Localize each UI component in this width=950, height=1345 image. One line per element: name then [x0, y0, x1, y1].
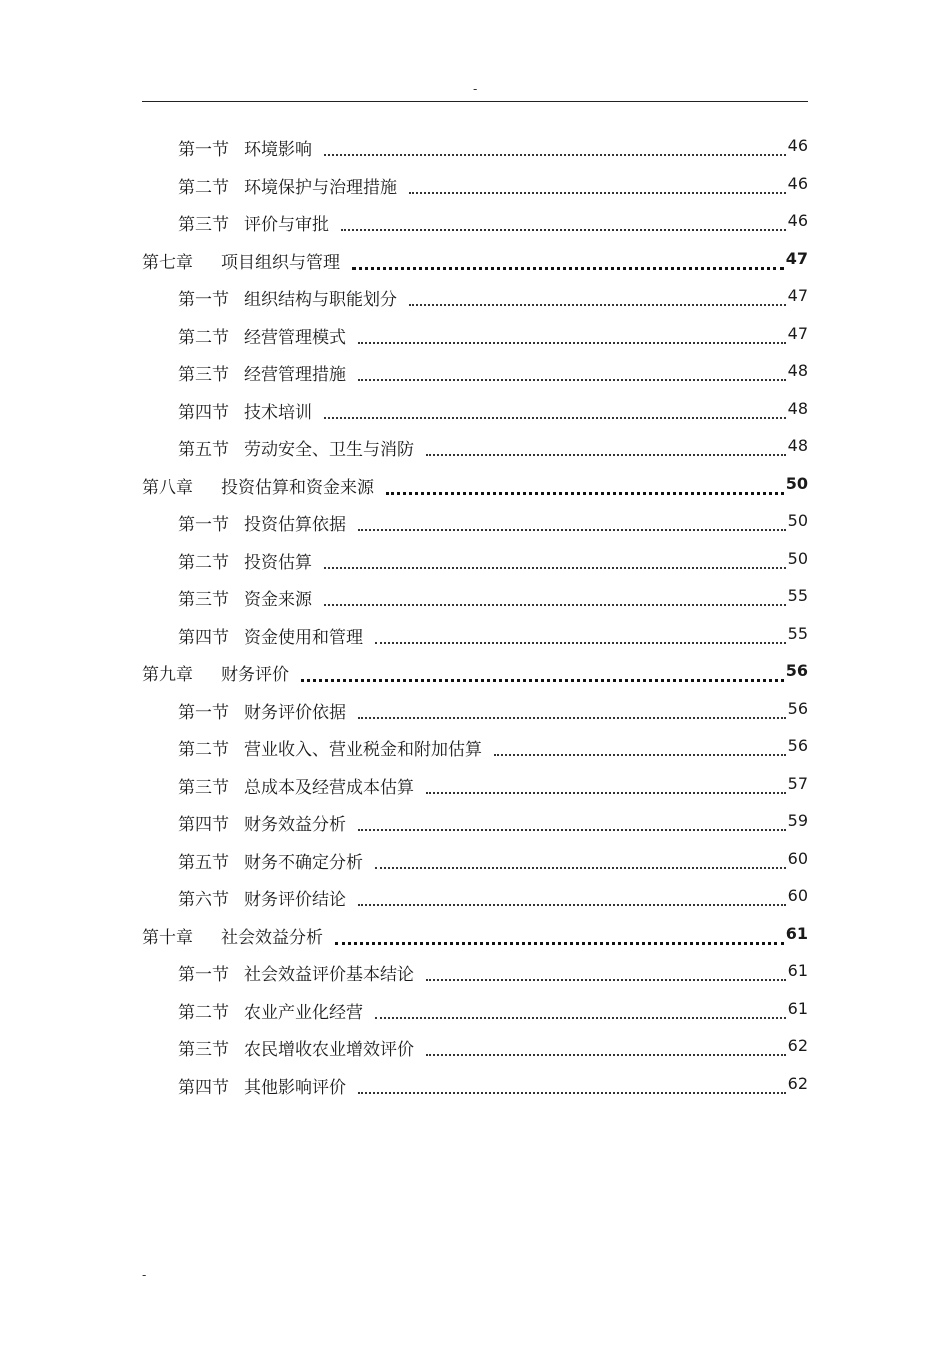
- toc-entry-number: 第四节: [178, 1077, 229, 1098]
- toc-section-row[interactable]: [0, 840, 950, 878]
- toc-entry-title: 农民增收农业增效评价: [244, 1040, 414, 1060]
- toc-section-row[interactable]: [0, 577, 950, 615]
- toc-page-number: 47: [787, 323, 808, 343]
- toc-section-row[interactable]: [0, 990, 950, 1028]
- toc-section-row[interactable]: [0, 802, 950, 840]
- toc-entry-title: 资金来源: [244, 590, 312, 610]
- toc-chapter-row[interactable]: [0, 240, 950, 278]
- toc-entry-title: 财务评价结论: [244, 890, 346, 910]
- toc-section-row[interactable]: [0, 1027, 950, 1065]
- toc-entry-title: 经营管理模式: [244, 327, 346, 348]
- table-of-contents: [0, 127, 950, 1102]
- toc-dot-leader: [409, 304, 786, 306]
- toc-section-row[interactable]: [0, 502, 950, 540]
- toc-section-row[interactable]: [0, 390, 950, 428]
- toc-page-number: 48: [787, 398, 808, 418]
- toc-dot-leader: [352, 267, 784, 270]
- toc-entry-title: 经营管理措施: [244, 365, 346, 385]
- toc-chapter-row[interactable]: [0, 915, 950, 953]
- toc-dot-leader: [375, 642, 786, 644]
- toc-dot-leader: [375, 1017, 786, 1019]
- toc-page-number: 60: [787, 886, 808, 905]
- toc-entry-title: 财务评价: [221, 665, 289, 685]
- header-mark: -: [473, 82, 478, 96]
- toc-entry-number: 第二节: [178, 552, 229, 573]
- toc-page-number: 56: [787, 698, 808, 718]
- toc-entry-title: 社会效益评价基本结论: [244, 965, 414, 985]
- toc-page-number: 48: [787, 361, 808, 380]
- toc-entry-number: 第五节: [178, 440, 229, 460]
- toc-entry-title: 评价与审批: [244, 215, 329, 235]
- toc-chapter-row[interactable]: [0, 465, 950, 503]
- toc-entry-title: 投资估算依据: [244, 515, 346, 535]
- toc-entry-title: 总成本及经营成本估算: [244, 777, 414, 798]
- toc-page-number: 50: [787, 548, 808, 568]
- toc-entry-number: 第四节: [178, 627, 229, 648]
- toc-dot-leader: [426, 454, 786, 456]
- toc-dot-leader: [324, 154, 786, 156]
- toc-dot-leader: [324, 604, 786, 606]
- toc-entry-number: 第三节: [178, 365, 229, 385]
- toc-dot-leader: [358, 717, 786, 719]
- toc-entry-number: 第一节: [178, 140, 229, 160]
- toc-chapter-row[interactable]: [0, 652, 950, 690]
- toc-entry-title: 投资估算: [244, 552, 312, 573]
- toc-dot-leader: [426, 1054, 786, 1056]
- toc-section-row[interactable]: [0, 727, 950, 765]
- toc-entry-title: 投资估算和资金来源: [221, 477, 374, 498]
- toc-entry-number: 第九章: [142, 665, 193, 685]
- toc-entry-number: 第四节: [178, 815, 229, 835]
- toc-section-row[interactable]: [0, 427, 950, 465]
- toc-dot-leader: [409, 192, 786, 194]
- toc-entry-title: 劳动安全、卫生与消防: [244, 440, 414, 460]
- toc-section-row[interactable]: [0, 540, 950, 578]
- toc-page-number: 62: [787, 1036, 808, 1055]
- toc-page-number: 61: [787, 998, 808, 1018]
- toc-page-number: 61: [787, 961, 808, 980]
- toc-section-row[interactable]: [0, 277, 950, 315]
- toc-section-row[interactable]: [0, 1065, 950, 1103]
- toc-entry-title: 环境影响: [244, 140, 312, 160]
- toc-section-row[interactable]: [0, 202, 950, 240]
- toc-section-row[interactable]: [0, 165, 950, 203]
- toc-section-row[interactable]: [0, 127, 950, 165]
- toc-entry-title: 营业收入、营业税金和附加估算: [244, 740, 482, 760]
- toc-section-row[interactable]: [0, 952, 950, 990]
- toc-entry-number: 第二节: [178, 177, 229, 198]
- toc-entry-number: 第二节: [178, 1002, 229, 1023]
- toc-page-number: 55: [787, 623, 808, 643]
- toc-entry-number: 第一节: [178, 290, 229, 310]
- toc-dot-leader: [386, 492, 784, 495]
- toc-page-number: 46: [787, 173, 808, 193]
- toc-section-row[interactable]: [0, 352, 950, 390]
- toc-entry-title: 财务不确定分析: [244, 852, 363, 873]
- toc-page-number: 56: [787, 736, 808, 755]
- toc-dot-leader: [341, 229, 786, 231]
- toc-dot-leader: [358, 904, 786, 906]
- toc-page-number: 46: [787, 136, 808, 155]
- toc-dot-leader: [358, 342, 786, 344]
- toc-entry-number: 第四节: [178, 402, 229, 423]
- toc-page-number: 55: [787, 586, 808, 605]
- toc-entry-number: 第二节: [178, 327, 229, 348]
- toc-dot-leader: [494, 754, 786, 756]
- toc-page-number: 56: [785, 661, 808, 680]
- toc-entry-number: 第十章: [142, 927, 193, 948]
- toc-page-number: 50: [787, 511, 808, 530]
- toc-dot-leader: [358, 829, 786, 831]
- toc-dot-leader: [324, 567, 786, 569]
- toc-entry-number: 第一节: [178, 965, 229, 985]
- toc-section-row[interactable]: [0, 765, 950, 803]
- toc-entry-title: 组织结构与职能划分: [244, 290, 397, 310]
- toc-entry-number: 第一节: [178, 515, 229, 535]
- toc-page-number: 60: [787, 848, 808, 868]
- toc-entry-number: 第一节: [178, 702, 229, 723]
- toc-dot-leader: [426, 792, 786, 794]
- toc-dot-leader: [301, 679, 784, 682]
- toc-page-number: 47: [785, 248, 808, 268]
- toc-entry-number: 第三节: [178, 1040, 229, 1060]
- toc-dot-leader: [358, 529, 786, 531]
- footer-mark: -: [142, 1268, 147, 1282]
- toc-entry-number: 第三节: [178, 777, 229, 798]
- toc-entry-title: 社会效益分析: [221, 927, 323, 948]
- toc-entry-number: 第三节: [178, 590, 229, 610]
- toc-entry-title: 其他影响评价: [244, 1077, 346, 1098]
- toc-dot-leader: [358, 1092, 786, 1094]
- toc-entry-number: 第六节: [178, 890, 229, 910]
- toc-page-number: 46: [787, 211, 808, 230]
- toc-entry-title: 财务评价依据: [244, 702, 346, 723]
- toc-entry-title: 技术培训: [244, 402, 312, 423]
- toc-page-number: 61: [785, 923, 808, 943]
- toc-page-number: 50: [785, 473, 808, 493]
- toc-entry-number: 第三节: [178, 215, 229, 235]
- toc-entry-title: 项目组织与管理: [221, 252, 340, 273]
- toc-page-number: 57: [787, 773, 808, 793]
- toc-page-number: 48: [787, 436, 808, 455]
- toc-entry-number: 第八章: [142, 477, 193, 498]
- toc-entry-title: 环境保护与治理措施: [244, 177, 397, 198]
- toc-dot-leader: [375, 867, 786, 869]
- toc-entry-number: 第二节: [178, 740, 229, 760]
- toc-dot-leader: [426, 979, 786, 981]
- toc-section-row[interactable]: [0, 615, 950, 653]
- toc-page-number: 59: [787, 811, 808, 830]
- toc-dot-leader: [335, 942, 784, 945]
- toc-entry-title: 资金使用和管理: [244, 627, 363, 648]
- toc-entry-title: 财务效益分析: [244, 815, 346, 835]
- header-rule: [142, 101, 808, 102]
- toc-entry-number: 第五节: [178, 852, 229, 873]
- toc-dot-leader: [358, 379, 786, 381]
- toc-page-number: 62: [787, 1073, 808, 1093]
- toc-entry-title: 农业产业化经营: [244, 1002, 363, 1023]
- toc-page-number: 47: [787, 286, 808, 305]
- toc-entry-number: 第七章: [142, 252, 193, 273]
- toc-section-row[interactable]: [0, 315, 950, 353]
- toc-section-row[interactable]: [0, 690, 950, 728]
- toc-section-row[interactable]: [0, 877, 950, 915]
- toc-dot-leader: [324, 417, 786, 419]
